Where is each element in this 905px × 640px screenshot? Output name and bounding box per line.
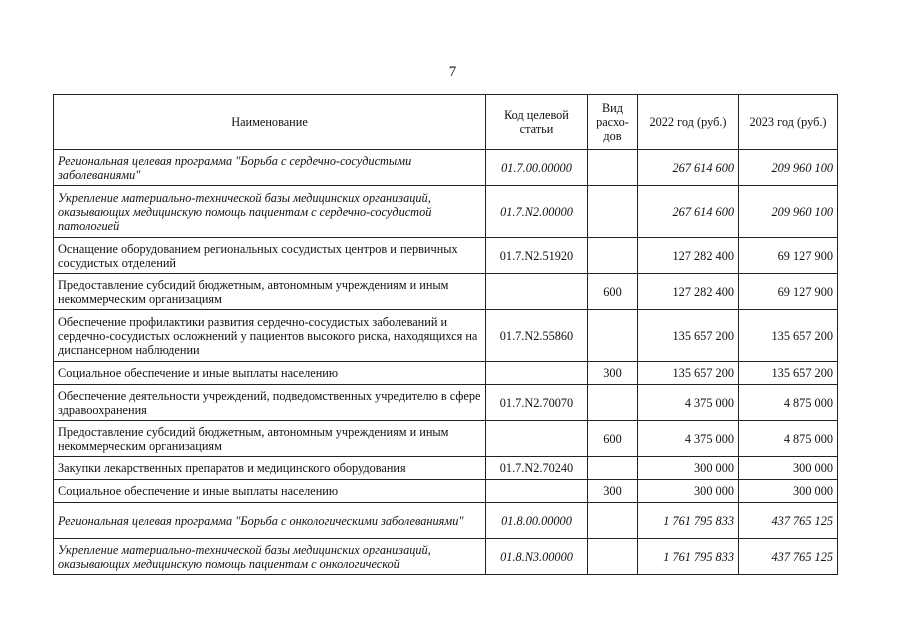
table-header-row [54, 95, 838, 150]
table-row [54, 385, 838, 421]
row-name-cell: Закупки лекарственных препаратов и медицинского оборудования [54, 457, 486, 480]
table-row [54, 457, 838, 480]
row-code-cell: 01.7.N2.00000 [486, 186, 588, 238]
row-name-cell: Обеспечение деятельности учреждений, подведомственных учредителю в сфере здравоохранения [54, 385, 486, 421]
row-2022-cell: 300 000 [638, 480, 739, 503]
table-row [54, 310, 838, 362]
row-name-cell: Укрепление материально-технической базы медицинских организаций, оказывающих медицинскую помощь пациентам с сердечно-сосудистой патологией [54, 186, 486, 238]
table-row [54, 480, 838, 503]
row-name-cell: Предоставление субсидий бюджетным, автономным учреждениям и иным некоммерческим организациям [54, 274, 486, 310]
row-2022-cell: 4 375 000 [638, 385, 739, 421]
row-2022-cell: 127 282 400 [638, 238, 739, 274]
row-name-cell: Оснащение оборудованием региональных сосудистых центров и первичных сосудистых отделений [54, 238, 486, 274]
row-code-cell: 01.8.00.00000 [486, 503, 588, 539]
page-number: 7 [448, 64, 457, 80]
table-row [54, 362, 838, 385]
row-kind-cell [588, 539, 638, 575]
table-row [54, 539, 838, 575]
row-code-cell: 01.8.N3.00000 [486, 539, 588, 575]
row-code-cell: 01.7.N2.70070 [486, 385, 588, 421]
row-2022-cell: 4 375 000 [638, 421, 739, 457]
budget-table [53, 94, 838, 575]
row-code-cell: 01.7.00.00000 [486, 150, 588, 186]
row-code-cell [486, 480, 588, 503]
row-kind-cell [588, 385, 638, 421]
table-row [54, 274, 838, 310]
row-2023-cell: 135 657 200 [739, 362, 838, 385]
row-2023-cell: 69 127 900 [739, 274, 838, 310]
row-2023-cell: 300 000 [739, 457, 838, 480]
row-code-cell [486, 421, 588, 457]
row-code-cell: 01.7.N2.55860 [486, 310, 588, 362]
row-name-cell: Социальное обеспечение и иные выплаты населению [54, 480, 486, 503]
table-row [54, 186, 838, 238]
row-2023-cell: 209 960 100 [739, 186, 838, 238]
row-2022-cell: 135 657 200 [638, 310, 739, 362]
row-2023-cell: 69 127 900 [739, 238, 838, 274]
row-2022-cell: 1 761 795 833 [638, 539, 739, 575]
row-2023-cell: 437 765 125 [739, 503, 838, 539]
row-name-cell: Региональная целевая программа "Борьба с сердечно-сосудистыми заболеваниями" [54, 150, 486, 186]
row-name-cell: Региональная целевая программа "Борьба с онкологическими заболеваниями" [54, 503, 486, 539]
row-code-cell [486, 362, 588, 385]
row-kind-cell: 600 [588, 421, 638, 457]
row-2023-cell: 209 960 100 [739, 150, 838, 186]
row-name-cell: Предоставление субсидий бюджетным, автономным учреждениям и иным некоммерческим организациям [54, 421, 486, 457]
table-row [54, 503, 838, 539]
row-kind-cell: 300 [588, 480, 638, 503]
row-name-cell: Социальное обеспечение и иные выплаты населению [54, 362, 486, 385]
row-2023-cell: 135 657 200 [739, 310, 838, 362]
row-code-cell: 01.7.N2.70240 [486, 457, 588, 480]
row-2023-cell: 300 000 [739, 480, 838, 503]
row-2023-cell: 4 875 000 [739, 385, 838, 421]
header-kind: Вид расхо-дов [588, 95, 638, 150]
row-name-cell: Обеспечение профилактики развития сердечно-сосудистых заболеваний и сердечно-сосудистых осложнений у пациентов высокого риска, находящихся на диспансерном наблюдении [54, 310, 486, 362]
header-name: Наименование [54, 95, 486, 150]
row-kind-cell [588, 238, 638, 274]
table-body [54, 150, 838, 575]
row-kind-cell [588, 150, 638, 186]
header-code: Код целевой статьи [486, 95, 588, 150]
table-row [54, 150, 838, 186]
row-kind-cell [588, 503, 638, 539]
row-kind-cell [588, 186, 638, 238]
row-code-cell [486, 274, 588, 310]
row-2023-cell: 4 875 000 [739, 421, 838, 457]
row-2022-cell: 267 614 600 [638, 150, 739, 186]
table-row [54, 421, 838, 457]
row-kind-cell: 600 [588, 274, 638, 310]
row-kind-cell [588, 310, 638, 362]
row-2022-cell: 267 614 600 [638, 186, 739, 238]
header-2022: 2022 год (руб.) [638, 95, 739, 150]
row-2022-cell: 127 282 400 [638, 274, 739, 310]
row-kind-cell [588, 457, 638, 480]
header-2023: 2023 год (руб.) [739, 95, 838, 150]
row-2022-cell: 135 657 200 [638, 362, 739, 385]
row-name-cell: Укрепление материально-технической базы медицинских организаций, оказывающих медицинскую помощь пациентам с онкологической [54, 539, 486, 575]
row-2022-cell: 1 761 795 833 [638, 503, 739, 539]
row-kind-cell: 300 [588, 362, 638, 385]
row-2022-cell: 300 000 [638, 457, 739, 480]
row-2023-cell: 437 765 125 [739, 539, 838, 575]
table-row [54, 238, 838, 274]
row-code-cell: 01.7.N2.51920 [486, 238, 588, 274]
